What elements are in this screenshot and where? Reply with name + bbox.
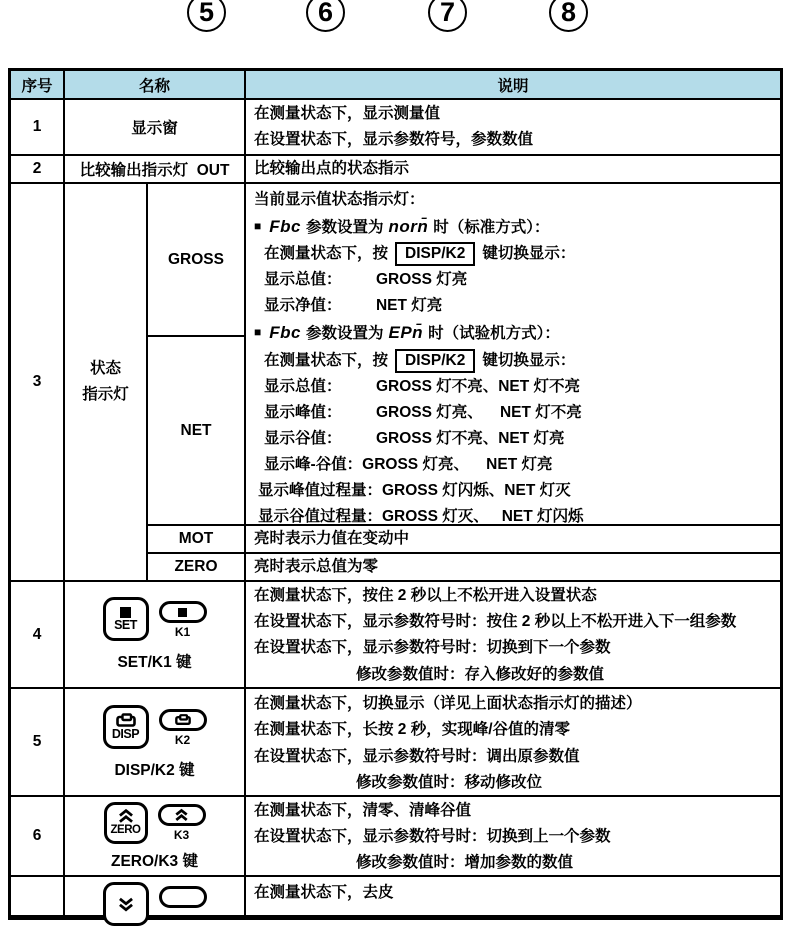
row4-key-name: SET/K1 键 bbox=[117, 654, 192, 671]
row5-name-cell bbox=[65, 689, 246, 797]
row3-name bbox=[65, 184, 148, 582]
zero-key-icon bbox=[104, 802, 148, 844]
disp-k2-keycap: DISP/K2 bbox=[395, 349, 475, 373]
zero-k3-icons bbox=[104, 802, 206, 844]
table-row-5 bbox=[11, 689, 780, 797]
row5-desc-line4: 修改参数值时：移动修改位 bbox=[356, 774, 543, 792]
desc-line: 显示总值： GROSS 灯亮 bbox=[264, 271, 468, 289]
desc-line-mode-standard: ■ Fbc 参数设置为 norn̄ 时（标准方式）： bbox=[254, 217, 550, 237]
row1-desc-line1: 在测量状态下，显示测量值 bbox=[254, 105, 441, 122]
row4-desc-line3: 在设置状态下，显示参数符号时：切换到下一个参数 bbox=[254, 639, 611, 657]
desc-line: 显示峰-谷值：GROSS 灯亮、 NET 灯亮 bbox=[264, 455, 553, 473]
row7-num bbox=[11, 877, 65, 917]
disp-k2-icons bbox=[103, 705, 207, 749]
seven-seg-fbc: Fbc bbox=[269, 323, 301, 343]
spec-table bbox=[8, 68, 783, 920]
row5-num: 5 bbox=[11, 689, 65, 797]
row3-num: 3 bbox=[11, 184, 65, 582]
display-glyph-icon bbox=[116, 713, 136, 727]
indicator-net: NET bbox=[148, 337, 244, 526]
double-chevron-up-icon bbox=[174, 809, 189, 821]
row2-desc: 比较输出点的状态指示 bbox=[254, 160, 410, 177]
disp-key-icon bbox=[103, 705, 149, 749]
callout-6 bbox=[306, 0, 345, 32]
callout-8 bbox=[549, 0, 588, 32]
row6-key-name: ZERO/K3 键 bbox=[111, 852, 198, 870]
callout-7 bbox=[428, 0, 467, 32]
seven-seg-norm: norn̄ bbox=[388, 217, 429, 237]
header-mingcheng: 名称 bbox=[65, 71, 246, 100]
table-header-row bbox=[11, 71, 780, 100]
row7-name-cell bbox=[65, 877, 246, 917]
square-bullet-icon: ■ bbox=[254, 325, 262, 340]
disp-key-label: DISP bbox=[111, 726, 140, 741]
square-bullet-icon: ■ bbox=[254, 219, 262, 234]
zero-key-label: ZERO bbox=[110, 823, 141, 836]
set-key-icon bbox=[103, 597, 149, 641]
row2-name: 比较输出指示灯 OUT bbox=[65, 156, 246, 184]
desc-line-press-key: 在测量状态下，按 DISP/K2 键切换显示： bbox=[252, 241, 780, 267]
row6-desc-line1: 在测量状态下，清零、清峰谷值 bbox=[254, 802, 472, 819]
row6-desc-line3: 修改参数值时：增加参数的数值 bbox=[356, 854, 574, 871]
seven-seg-epn: EPn̄ bbox=[388, 323, 424, 343]
row3-subnames bbox=[148, 184, 246, 582]
double-chevron-up-icon bbox=[117, 809, 135, 823]
row1-desc-line2: 在设置状态下，显示参数符号，参数数值 bbox=[254, 131, 534, 149]
desc-line: 显示总值： GROSS 灯不亮、NET 灯不亮 bbox=[264, 377, 581, 395]
zero-desc-cell: 亮时表示总值为零 bbox=[246, 554, 780, 582]
k1-label: K1 bbox=[174, 625, 191, 639]
row3-name-line1: 状态 bbox=[89, 360, 121, 377]
row4-desc-line1: 在测量状态下，按住 2 秒以上不松开进入设置状态 bbox=[254, 587, 597, 604]
k4-pill-icon bbox=[159, 886, 207, 908]
desc-line: 显示净值： NET 灯亮 bbox=[264, 297, 443, 315]
k1-pill-icon bbox=[159, 601, 207, 623]
callout-8-label: 8 bbox=[560, 0, 577, 27]
row6-num: 6 bbox=[11, 797, 65, 877]
row6-name-cell bbox=[65, 797, 246, 877]
row5-desc-line3: 在设置状态下，显示参数符号时：调出原参数值 bbox=[254, 747, 580, 765]
row5-desc-line2: 在测量状态下，长按 2 秒，实现峰/谷值的清零 bbox=[254, 721, 571, 739]
display-glyph-icon bbox=[175, 714, 191, 725]
row3-name-line2: 指示灯 bbox=[82, 386, 129, 403]
header-xuhao: 序号 bbox=[11, 71, 65, 100]
seven-seg-fbc: Fbc bbox=[269, 217, 301, 237]
filled-square-icon bbox=[178, 608, 187, 617]
mot-desc-cell: 亮时表示力值在变动中 bbox=[246, 526, 780, 554]
callout-7-label: 7 bbox=[439, 0, 456, 27]
row1-num: 1 bbox=[11, 100, 65, 156]
set-k1-icons bbox=[103, 597, 207, 641]
row3-main-desc bbox=[246, 184, 780, 526]
table-row-2 bbox=[11, 156, 780, 184]
row6-desc-line2: 在设置状态下，显示参数符号时：切换到上一个参数 bbox=[254, 828, 611, 845]
header-shuoming: 说明 bbox=[246, 71, 780, 100]
callout-5-label: 5 bbox=[198, 0, 215, 27]
table-row-4 bbox=[11, 582, 780, 689]
filled-square-icon bbox=[120, 607, 131, 618]
callout-6-label: 6 bbox=[317, 0, 334, 27]
desc-line: 显示谷值： GROSS 灯不亮、NET 灯亮 bbox=[264, 429, 565, 447]
row4-desc-line4: 修改参数值时：存入修改好的参数值 bbox=[356, 665, 605, 683]
indicator-mot: MOT bbox=[148, 526, 244, 554]
row4-name-cell bbox=[65, 582, 246, 689]
k3-label: K3 bbox=[173, 827, 190, 842]
row4-num: 4 bbox=[11, 582, 65, 689]
desc-line-mode-test: ■ Fbc 参数设置为 EPn̄ 时（试验机方式）： bbox=[254, 323, 560, 343]
desc-line-press-key: 在测量状态下，按 DISP/K2 键切换显示： bbox=[252, 348, 780, 374]
row4-desc-line2: 在设置状态下，显示参数符号时：按住 2 秒以上不松开进入下一组参数 bbox=[254, 613, 737, 631]
table-row-6 bbox=[11, 797, 780, 877]
row5-desc-line1: 在测量状态下，切换显示（详见上面状态指示灯的描述） bbox=[254, 695, 642, 712]
desc-line: 显示峰值： GROSS 灯亮、 NET 灯不亮 bbox=[264, 403, 582, 421]
table-row-1 bbox=[11, 100, 780, 156]
desc-line: 当前显示值状态指示灯： bbox=[254, 191, 425, 208]
disp-k2-keycap: DISP/K2 bbox=[395, 242, 475, 266]
k2-pill-icon bbox=[159, 709, 207, 731]
set-key-label: SET bbox=[114, 617, 137, 632]
double-chevron-down-icon bbox=[117, 897, 135, 911]
row7-desc-line1: 在测量状态下，去皮 bbox=[254, 884, 394, 901]
row5-key-name: DISP/K2 键 bbox=[114, 761, 195, 779]
desc-line: 显示峰值过程量：GROSS 灯闪烁、NET 灯灭 bbox=[258, 482, 571, 500]
k2-label: K2 bbox=[174, 732, 191, 747]
indicator-zero: ZERO bbox=[148, 554, 244, 582]
callout-5 bbox=[187, 0, 226, 32]
table-row-3 bbox=[11, 184, 780, 582]
row1-name: 显示窗 bbox=[65, 100, 246, 156]
row2-num: 2 bbox=[11, 156, 65, 184]
indicator-gross: GROSS bbox=[148, 184, 244, 337]
table-row-7 bbox=[11, 877, 780, 917]
desc-line: 显示谷值过程量：GROSS 灯灭、 NET 灯闪烁 bbox=[258, 508, 584, 526]
tare-key-icons bbox=[103, 882, 207, 926]
k3-pill-icon bbox=[158, 804, 206, 826]
tare-key-icon bbox=[103, 882, 149, 926]
